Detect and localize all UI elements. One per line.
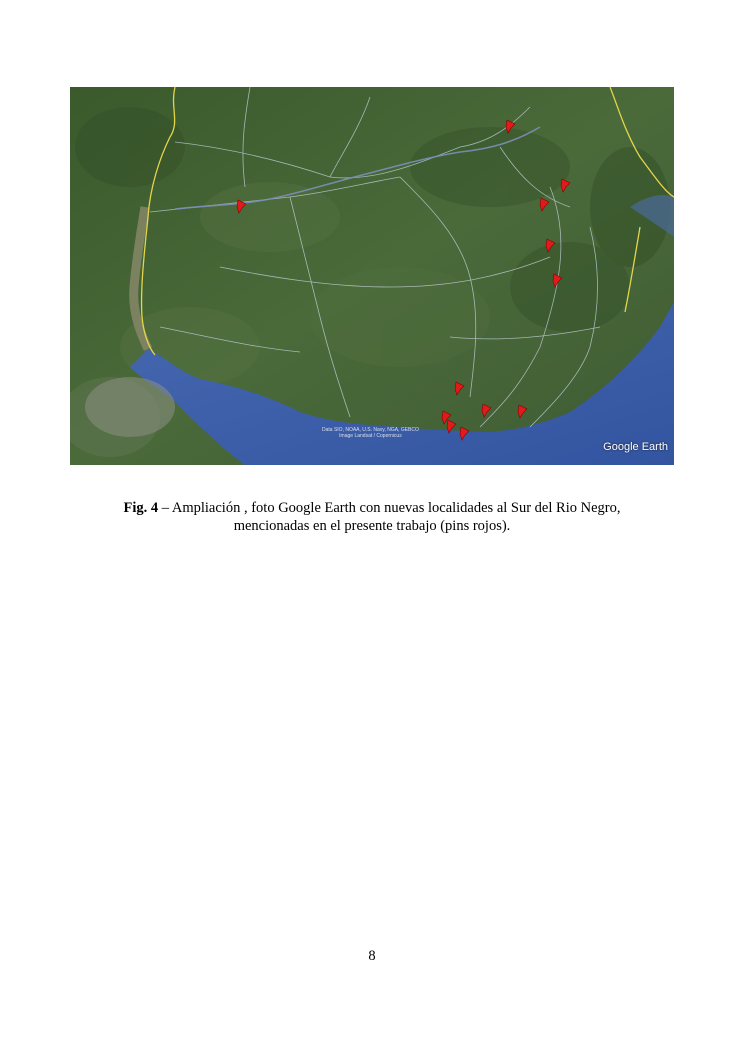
- attribution-line-2: Image Landsat / Copernicus: [339, 433, 402, 439]
- caption-text-line-2: mencionadas en el presente trabajo (pins rojos).: [233, 518, 511, 534]
- caption-line-1: [70, 499, 674, 517]
- google-earth-map-figure: [70, 87, 674, 465]
- google-earth-watermark: Google Earth: [603, 441, 668, 453]
- buenos-aires-urban-area: [85, 377, 175, 437]
- page-number: 8: [368, 948, 376, 964]
- satellite-map-image: [70, 87, 674, 465]
- figure-caption: [70, 499, 674, 535]
- caption-text-line-1: Ampliación , foto Google Earth con nuevas localidades al Sur del Rio Negro,: [171, 500, 621, 516]
- map-attribution: [322, 427, 419, 439]
- caption-figure-label: Fig. 4: [123, 500, 159, 516]
- caption-dash: –: [158, 500, 172, 516]
- attribution-line-1: Data SIO, NOAA, U.S. Navy, NGA, GEBCO: [322, 427, 419, 433]
